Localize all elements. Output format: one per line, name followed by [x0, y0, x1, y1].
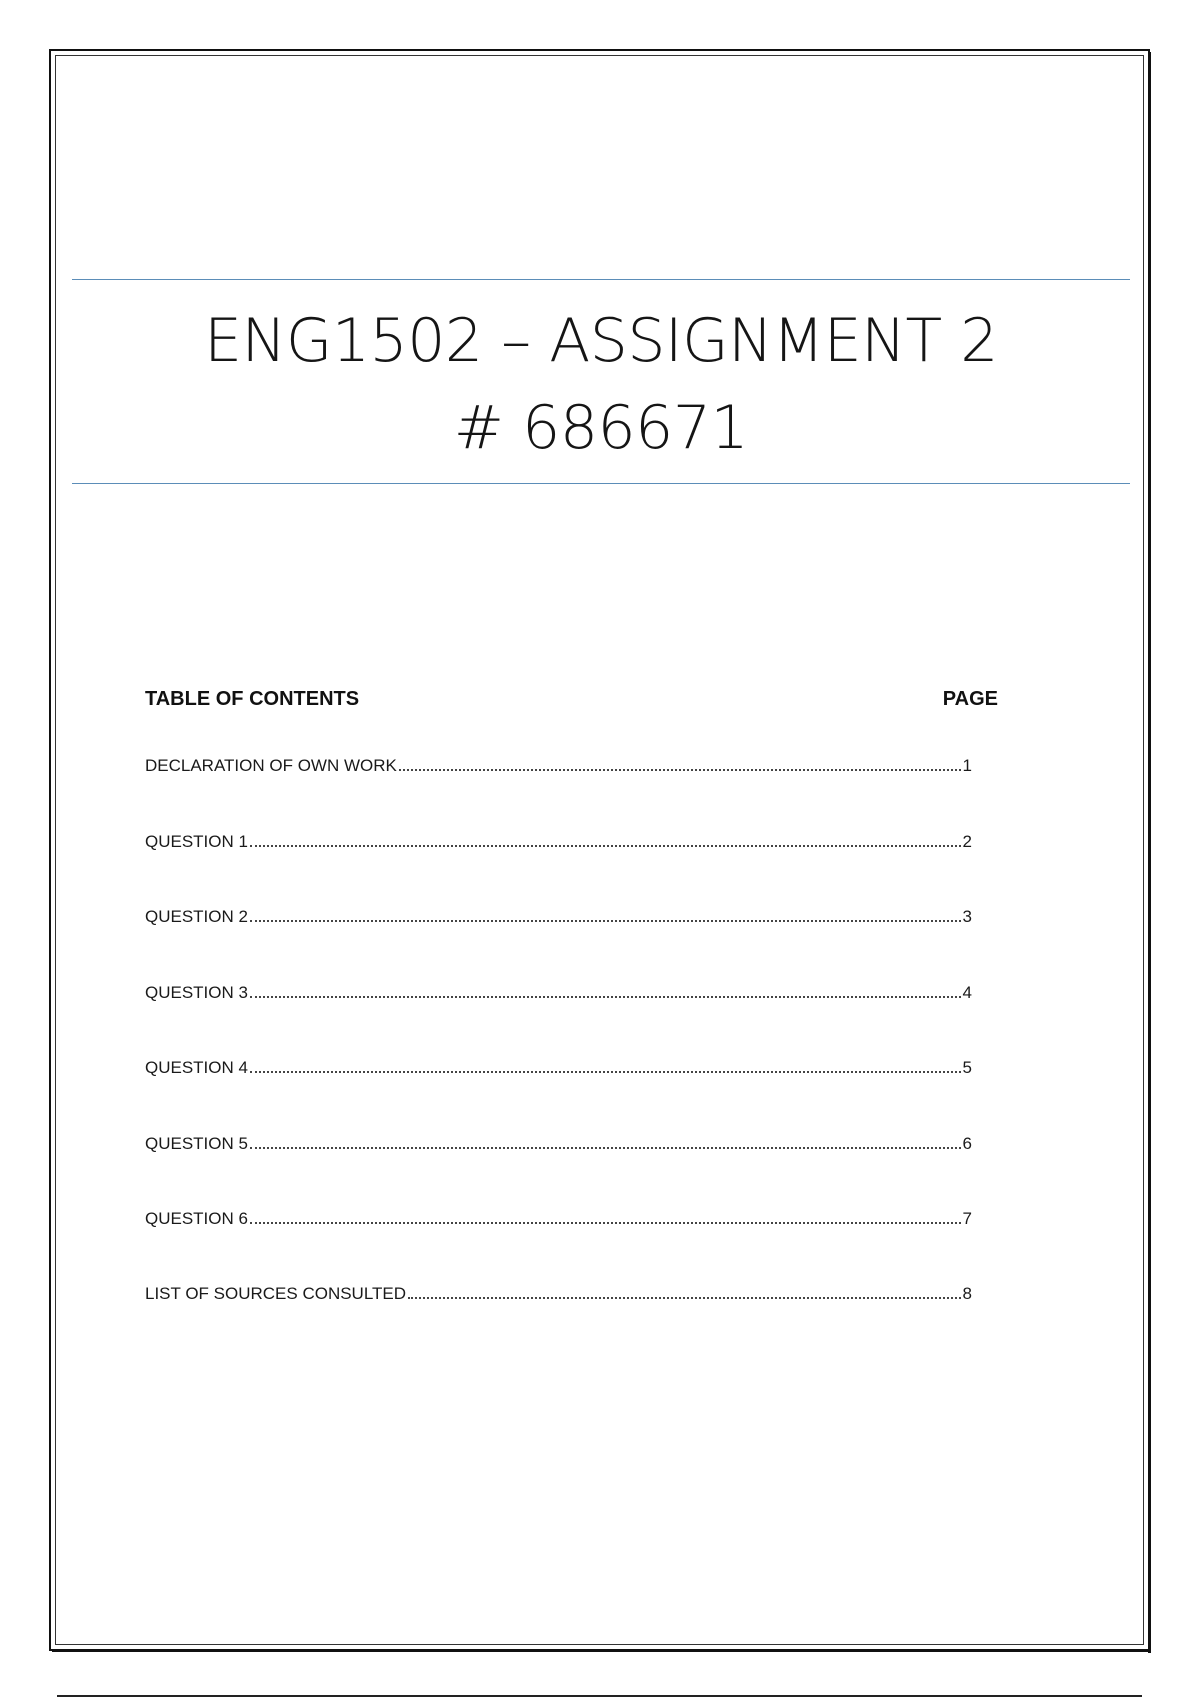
page-shadow-right: [1148, 52, 1151, 1653]
table-of-contents: [145, 688, 1000, 1303]
toc-entry-label: DECLARATION OF OWN WORK: [145, 756, 397, 775]
toc-leader-dots: [399, 769, 961, 771]
toc-entry-page: 4: [962, 983, 972, 1002]
toc-leader-dots: [408, 1297, 961, 1299]
toc-leader-dots: [250, 920, 961, 922]
title-block: [72, 279, 1130, 484]
toc-leader-dots: [250, 845, 961, 847]
toc-entry-sources[interactable]: [145, 1278, 972, 1304]
toc-entry-question-6[interactable]: [145, 1203, 972, 1229]
toc-entry-question-2[interactable]: [145, 901, 972, 927]
toc-entry-page: 2: [962, 832, 972, 851]
toc-entry-page: 5: [962, 1058, 972, 1077]
toc-entry-label: QUESTION 3: [145, 983, 248, 1002]
toc-heading: TABLE OF CONTENTS: [145, 688, 360, 710]
document-number: # 686671: [453, 393, 749, 463]
footer-rule: [57, 1695, 1142, 1697]
toc-entry-declaration[interactable]: [145, 750, 972, 776]
toc-leader-dots: [250, 996, 961, 998]
toc-entry-page: 3: [962, 907, 972, 926]
toc-entry-label: QUESTION 2: [145, 907, 248, 926]
toc-page-heading: PAGE: [942, 688, 998, 710]
document-title: ENG1502 – ASSIGNMENT 2: [204, 306, 998, 376]
toc-leader-dots: [250, 1071, 961, 1073]
toc-entry-label: QUESTION 4: [145, 1058, 248, 1077]
toc-leader-dots: [250, 1147, 961, 1149]
toc-entry-page: 7: [962, 1209, 972, 1228]
page-shadow-bottom: [52, 1649, 1151, 1652]
toc-entry-label: LIST OF SOURCES CONSULTED: [145, 1284, 407, 1303]
toc-entry-label: QUESTION 5: [145, 1134, 248, 1153]
toc-entry-label: QUESTION 1: [145, 832, 248, 851]
toc-entry-question-3[interactable]: [145, 977, 972, 1003]
toc-entry-page: 6: [962, 1134, 972, 1153]
toc-header: [145, 688, 1000, 716]
toc-leader-dots: [250, 1222, 961, 1224]
toc-entry-page: 1: [962, 756, 972, 775]
toc-entry-question-5[interactable]: [145, 1128, 972, 1154]
toc-entry-question-1[interactable]: [145, 826, 972, 852]
toc-entry-label: QUESTION 6: [145, 1209, 248, 1228]
toc-entry-page: 8: [962, 1284, 972, 1303]
toc-entry-question-4[interactable]: [145, 1052, 972, 1078]
